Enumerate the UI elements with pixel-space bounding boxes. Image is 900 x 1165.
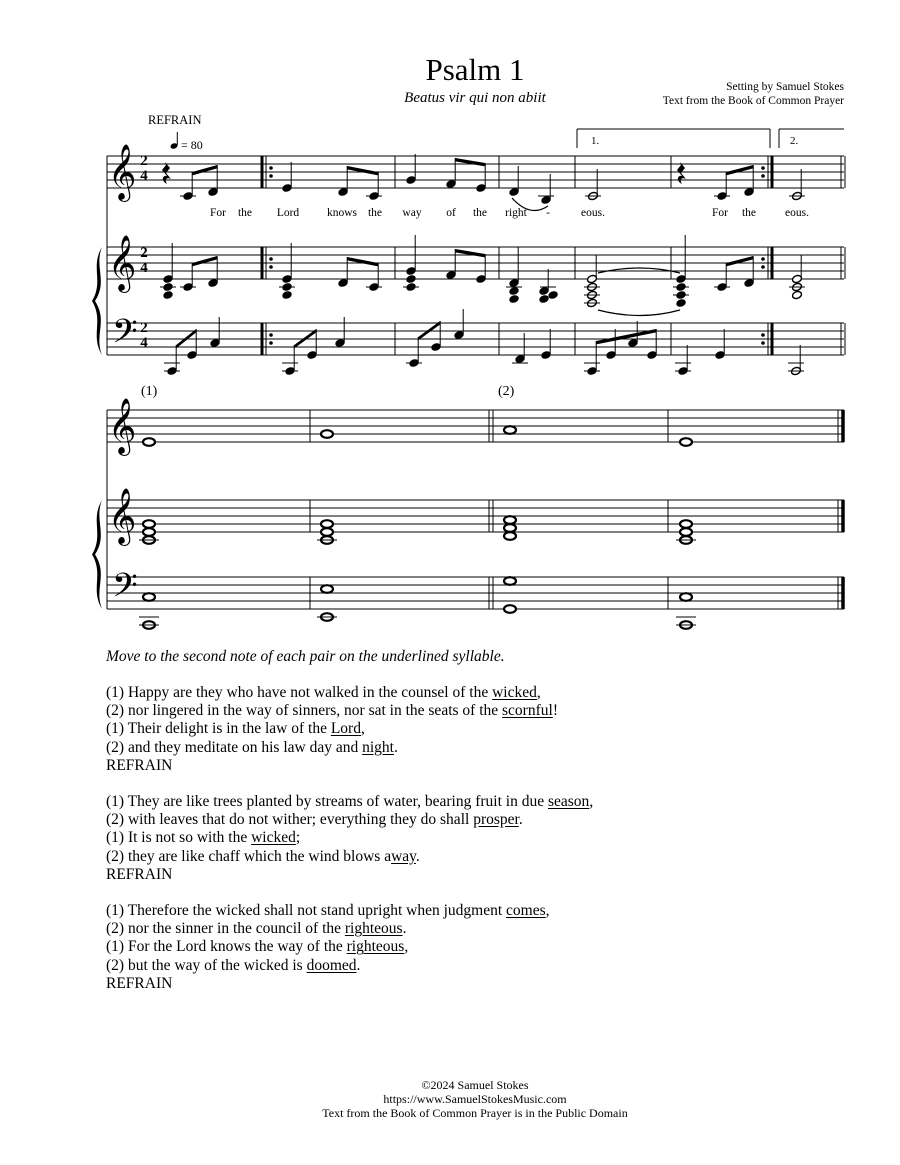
ending-2-label: 2.	[790, 135, 799, 147]
beam	[347, 166, 378, 175]
lyric-syllable: eous.	[785, 207, 809, 219]
bass-clef-icon: 𝄢	[112, 313, 138, 359]
verse-line: (1) It is not so with the wicked;	[106, 829, 301, 847]
repeat-dot	[761, 166, 765, 170]
whole-note	[143, 593, 155, 601]
repeat-dot	[269, 265, 273, 269]
tie	[598, 268, 680, 273]
lyric-syllable: eous.	[581, 207, 605, 219]
note-head	[282, 290, 293, 299]
repeat-dot	[761, 333, 765, 337]
chant-label-1: (1)	[141, 384, 158, 399]
whole-note	[504, 532, 516, 540]
website-link[interactable]: https://www.SamuelStokesMusic.com	[383, 1092, 567, 1106]
whole-note	[504, 577, 516, 585]
repeat-dot	[761, 341, 765, 345]
repeat-dot	[761, 174, 765, 178]
refrain-label: REFRAIN	[148, 113, 202, 127]
lyric-syllable: For	[210, 207, 226, 219]
note-head	[548, 290, 559, 299]
lyric-syllable: -	[546, 207, 550, 219]
quarter-rest	[162, 162, 171, 184]
beam	[726, 256, 753, 266]
lyric-syllable: For	[712, 207, 728, 219]
lyric-syllable: Lord	[276, 207, 300, 219]
whole-note	[680, 438, 692, 446]
note-head	[676, 298, 687, 307]
whole-note	[321, 585, 333, 593]
footer	[0, 1078, 900, 1120]
copyright: ©2024 Samuel Stokes	[421, 1078, 529, 1092]
note-head	[792, 290, 803, 299]
whole-note	[143, 528, 155, 536]
verse-line: (1) Their delight is in the law of the Lord,	[106, 720, 365, 738]
refrain-cue: REFRAIN	[106, 756, 173, 774]
lyric-syllable: knows	[326, 207, 358, 219]
whole-note	[504, 524, 516, 532]
note-head	[163, 290, 174, 299]
whole-note	[321, 520, 333, 528]
license-note: Text from the Book of Common Prayer is in the Public Domain	[322, 1106, 628, 1120]
whole-note	[321, 430, 333, 438]
tempo-value: = 80	[181, 138, 203, 152]
beam	[347, 257, 378, 266]
verse-line: (1) For the Lord knows the way of the righteous,	[106, 938, 409, 956]
whole-note	[321, 528, 333, 536]
svg-text:4: 4	[140, 260, 148, 276]
beam	[192, 256, 217, 266]
repeat-dot	[761, 265, 765, 269]
whole-note	[504, 426, 516, 434]
verse-line: (2) with leaves that do not wither; everything they do shall prosper.	[106, 811, 523, 829]
lyric-syllable: the	[237, 207, 253, 219]
note-head	[509, 286, 520, 295]
verse-line: (1) Therefore the wicked shall not stand upright when judgment comes,	[106, 902, 550, 919]
beam	[192, 165, 217, 175]
page-subtitle: Beatus vir qui non abiit	[404, 90, 546, 106]
verse-line: (1) Happy are they who have not walked in the counsel of the wicked,	[106, 684, 541, 701]
whole-note	[504, 516, 516, 524]
tie	[598, 310, 680, 316]
score-graphics	[92, 129, 845, 629]
whole-note	[680, 528, 692, 536]
verse-line: (2) but the way of the wicked is doomed.	[106, 956, 361, 974]
quarter-rest	[677, 162, 686, 184]
note-head	[539, 294, 550, 303]
treble-clef-icon: 𝄞	[108, 144, 137, 200]
lyric-syllable: way	[402, 207, 422, 219]
svg-text:4: 4	[140, 335, 148, 351]
whole-note	[680, 520, 692, 528]
repeat-dot	[269, 257, 273, 261]
verse-line: (2) nor the sinner in the council of the righteous.	[106, 920, 407, 938]
treble-clef-icon: 𝄞	[108, 235, 137, 291]
refrain-cue: REFRAIN	[106, 865, 173, 883]
beam	[455, 249, 485, 257]
note-head	[509, 294, 520, 303]
verse-1	[106, 684, 558, 775]
beam	[726, 165, 753, 175]
repeat-dot	[269, 166, 273, 170]
bass-clef-icon: 𝄢	[112, 567, 138, 613]
note-head	[406, 274, 417, 283]
whole-note	[680, 593, 692, 601]
verse-line: (2) and they meditate on his law day and night.	[106, 738, 398, 756]
whole-note	[143, 520, 155, 528]
treble-clef-icon: 𝄞	[108, 488, 137, 544]
refrain-cue: REFRAIN	[106, 974, 173, 992]
lyrics-line	[210, 207, 809, 219]
lyric-syllable: the	[472, 207, 488, 219]
lyric-syllable: right	[505, 207, 527, 219]
setting-credit: Setting by Samuel Stokes	[726, 81, 844, 93]
whole-note	[504, 605, 516, 613]
ending-1-label: 1.	[591, 135, 600, 147]
verse-line: (2) they are like chaff which the wind blows away.	[106, 847, 420, 865]
text-credit: Text from the Book of Common Prayer	[662, 95, 844, 107]
verse-line: (2) nor lingered in the way of sinners, nor sat in the seats of the scornful!	[106, 702, 558, 720]
svg-text:2: 2	[140, 320, 148, 336]
repeat-dot	[269, 341, 273, 345]
svg-text:4: 4	[140, 168, 148, 184]
whole-note	[143, 438, 155, 446]
repeat-dot	[269, 174, 273, 178]
page-title: Psalm 1	[425, 52, 525, 87]
lyric-syllable: the	[741, 207, 757, 219]
repeat-dot	[269, 333, 273, 337]
brace	[92, 247, 102, 355]
verse-line: (1) They are like trees planted by streams of water, bearing fruit in due season,	[106, 793, 594, 810]
verse-2	[106, 793, 593, 884]
instructions: Move to the second note of each pair on the underlined syllable.	[106, 648, 505, 665]
svg-text:2: 2	[140, 245, 148, 261]
tempo-marking	[170, 132, 203, 152]
svg-text:2: 2	[140, 153, 148, 169]
lyric-syllable: of	[446, 207, 456, 219]
chant-label-2: (2)	[498, 384, 515, 399]
treble-clef-icon: 𝄞	[108, 398, 137, 454]
beam	[455, 158, 485, 166]
lyric-syllable: the	[367, 207, 383, 219]
time-signature	[140, 153, 148, 351]
repeat-dot	[761, 257, 765, 261]
verse-3	[106, 902, 550, 993]
brace	[92, 500, 102, 609]
